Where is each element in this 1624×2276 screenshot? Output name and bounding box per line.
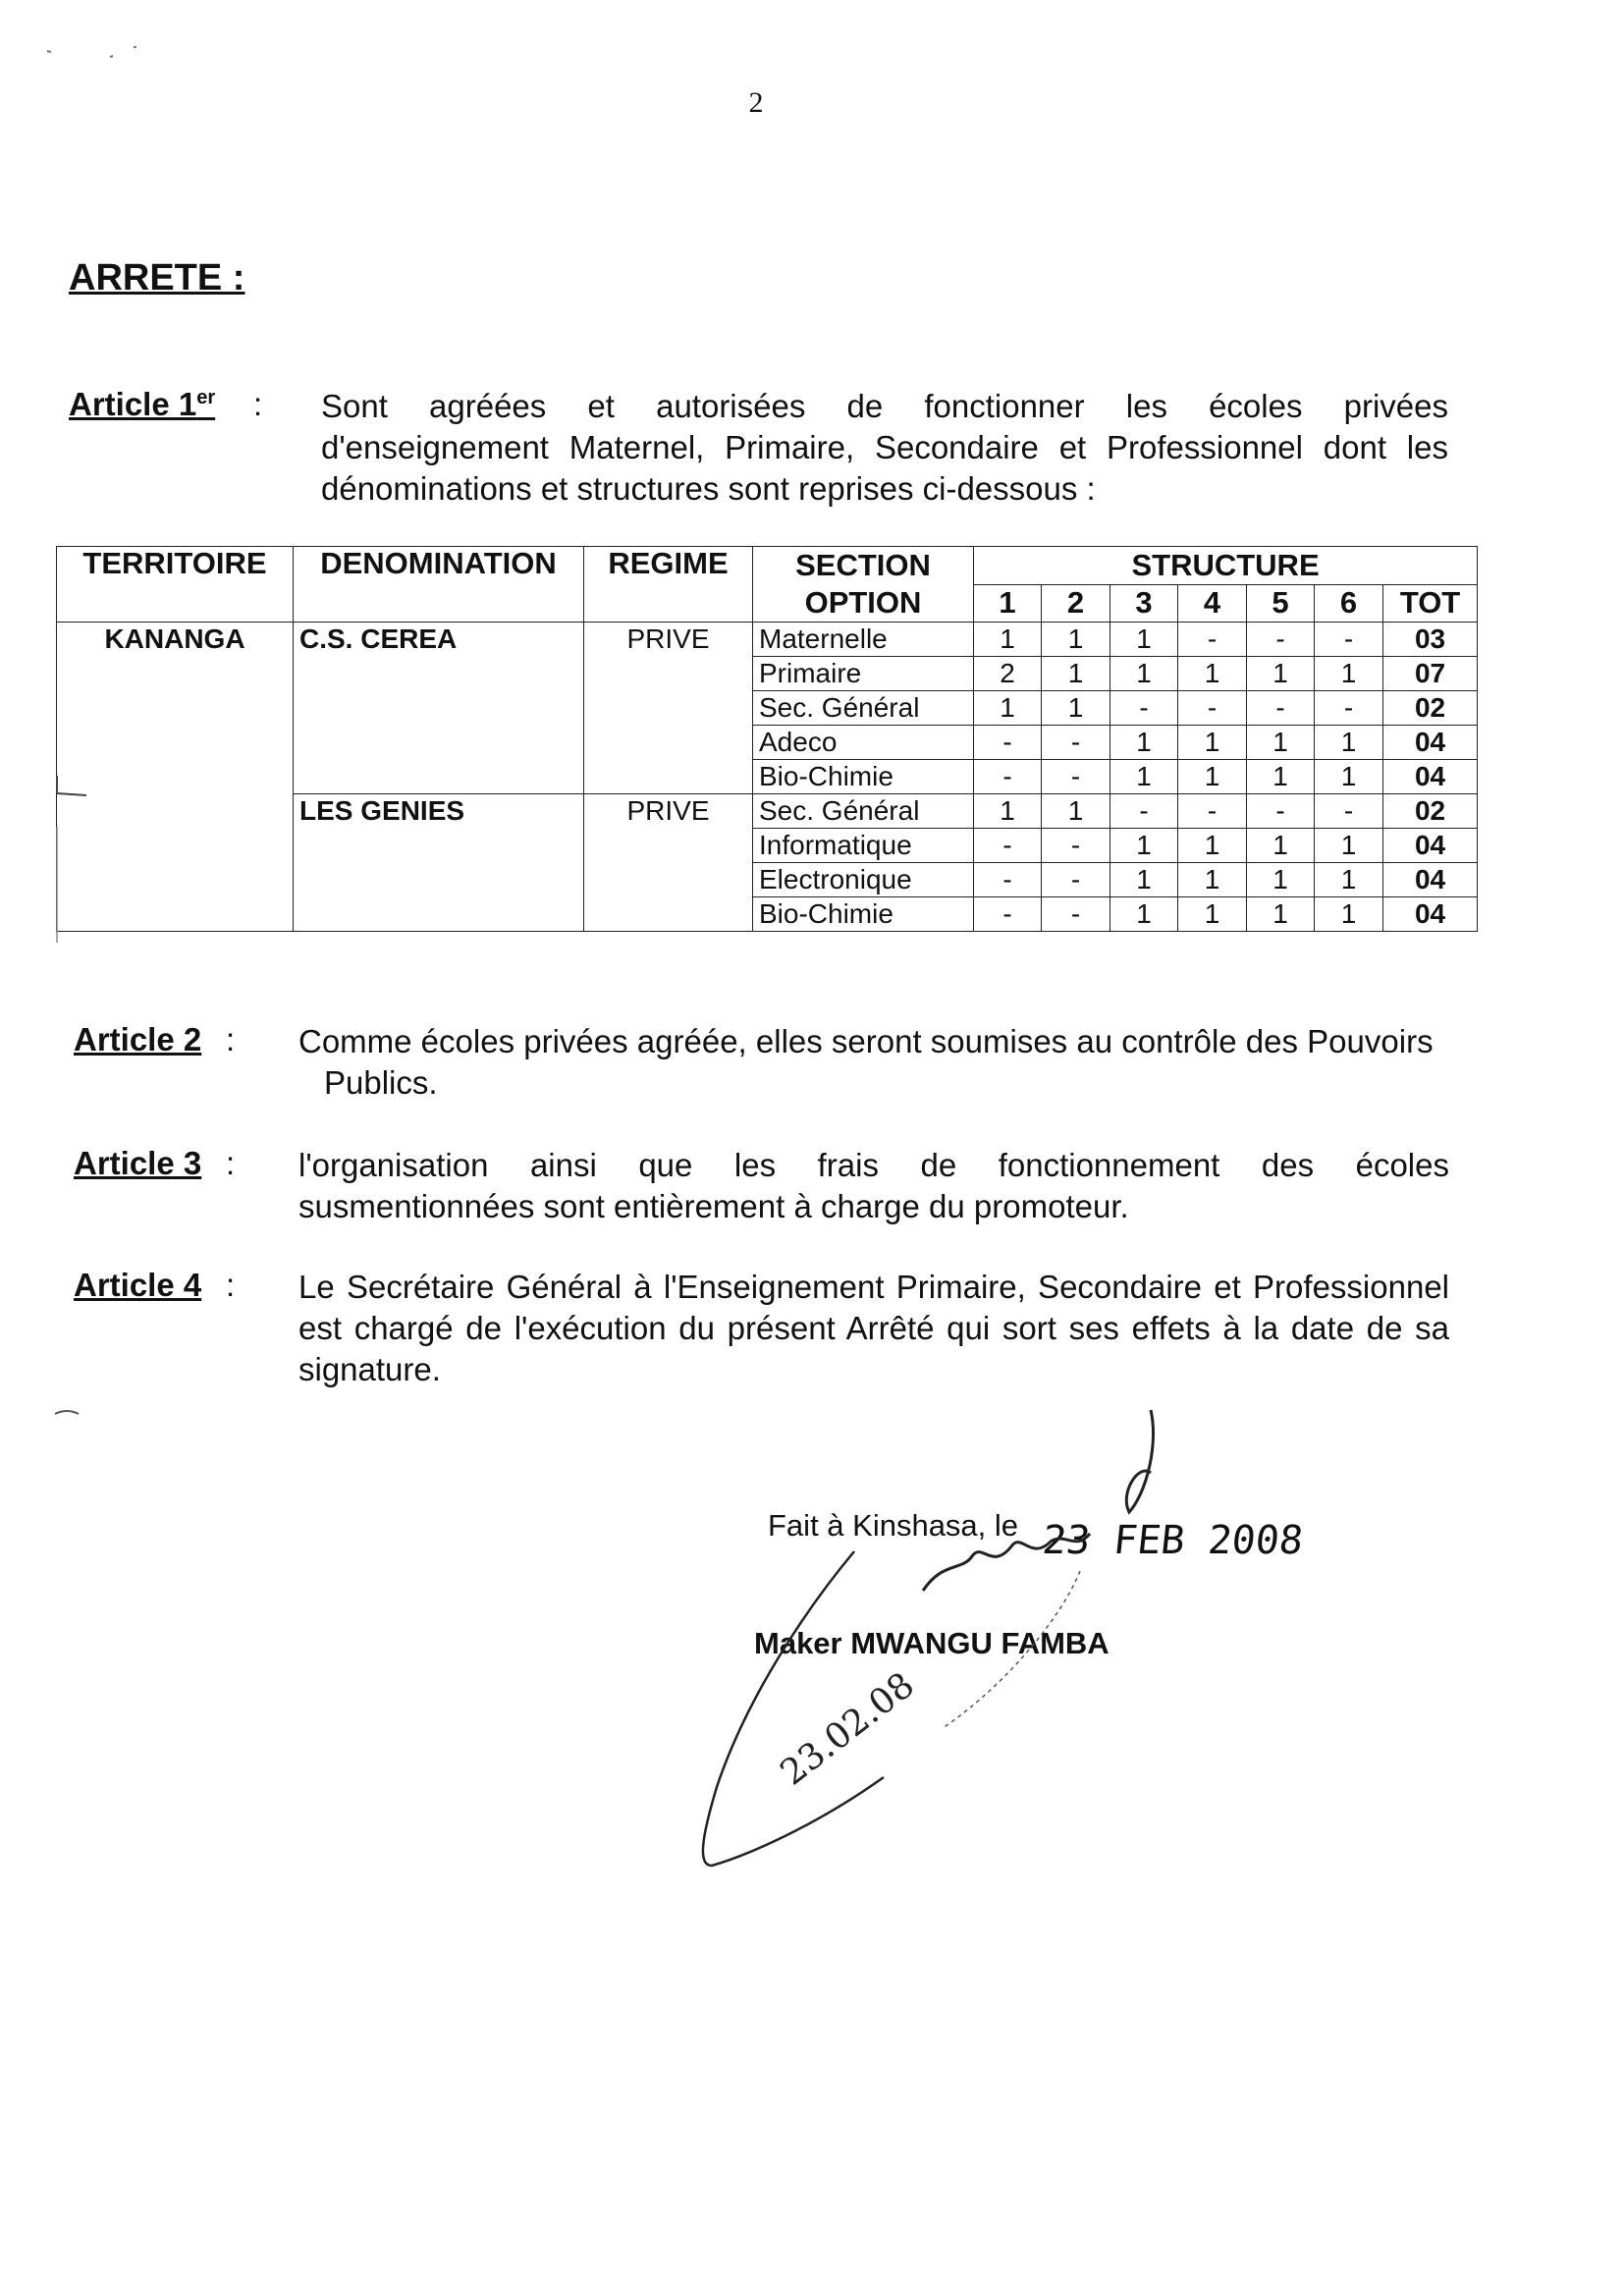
header-col-total: TOT	[1383, 584, 1478, 623]
regime-cell: PRIVE	[584, 623, 753, 794]
total-cell: 04	[1383, 897, 1478, 932]
value-cell: 1	[1178, 829, 1247, 863]
header-section-option: SECTION OPTION	[753, 547, 974, 623]
value-cell: 1	[1247, 760, 1315, 794]
article-2-line: Comme écoles privées agréée, elles seront soumises au contrôle des Pouvoirs	[298, 1023, 1434, 1059]
value-cell: -	[974, 726, 1042, 760]
handwritten-date: 23.02.08	[773, 1664, 922, 1794]
header-col: 3	[1110, 584, 1178, 623]
value-cell: 1	[1042, 657, 1110, 691]
value-cell: -	[1110, 794, 1178, 829]
value-cell: 1	[1110, 760, 1178, 794]
school-name-cell: C.S. CEREA	[294, 623, 584, 794]
value-cell: -	[1178, 623, 1247, 657]
total-cell: 04	[1383, 829, 1478, 863]
section-cell: Bio-Chimie	[753, 760, 974, 794]
article-3-label: Article 3	[74, 1145, 202, 1181]
header-denomination: DENOMINATION	[294, 547, 584, 623]
header-col: 6	[1315, 584, 1383, 623]
value-cell: -	[974, 863, 1042, 897]
header-col: 1	[974, 584, 1042, 623]
value-cell: -	[1042, 726, 1110, 760]
value-cell: 1	[974, 794, 1042, 829]
value-cell: 1	[1315, 760, 1383, 794]
place-text: Fait à Kinshasa, le	[768, 1508, 1019, 1543]
value-cell: 1	[1315, 863, 1383, 897]
section-cell: Primaire	[753, 657, 974, 691]
total-cell: 04	[1383, 863, 1478, 897]
value-cell: 1	[1110, 623, 1178, 657]
value-cell: 1	[1247, 726, 1315, 760]
total-cell: 02	[1383, 691, 1478, 726]
value-cell: -	[1110, 691, 1178, 726]
header-regime: REGIME	[584, 547, 753, 623]
section-cell: Adeco	[753, 726, 974, 760]
section-cell: Electronique	[753, 863, 974, 897]
article-4-line: signature.	[298, 1351, 441, 1387]
article-1-line: dénominations et structures sont reprises ci-dessous :	[321, 470, 1096, 507]
signatory-name: Maker MWANGU FAMBA	[754, 1626, 1110, 1660]
header-territoire: TERRITOIRE	[57, 547, 294, 623]
total-cell: 03	[1383, 623, 1478, 657]
article-2-separator: :	[226, 1021, 236, 1057]
header-col: 5	[1247, 584, 1315, 623]
value-cell: 1	[1315, 726, 1383, 760]
date-stamp: 23 FEB 2008	[1040, 1518, 1306, 1563]
article-1-label: Article 1er	[69, 386, 216, 422]
value-cell: -	[974, 760, 1042, 794]
value-cell: 1	[1042, 794, 1110, 829]
section-cell: Informatique	[753, 829, 974, 863]
page-number: 2	[748, 86, 764, 119]
value-cell: -	[1178, 794, 1247, 829]
school-name-cell: LES GENIES	[294, 794, 584, 932]
value-cell: 1	[1042, 623, 1110, 657]
section-cell: Sec. Général	[753, 794, 974, 829]
article-3-separator: :	[226, 1145, 236, 1181]
total-cell: 04	[1383, 726, 1478, 760]
decree-heading: ARRETE :	[69, 257, 245, 298]
section-cell: Maternelle	[753, 623, 974, 657]
value-cell: -	[1042, 863, 1110, 897]
value-cell: 1	[974, 623, 1042, 657]
value-cell: -	[1315, 794, 1383, 829]
value-cell: 2	[974, 657, 1042, 691]
total-cell: 04	[1383, 760, 1478, 794]
value-cell: -	[1315, 691, 1383, 726]
value-cell: 1	[1110, 897, 1178, 932]
value-cell: 1	[1247, 897, 1315, 932]
value-cell: 1	[974, 691, 1042, 726]
value-cell: -	[1042, 829, 1110, 863]
article-1-line: d'enseignement Maternel, Primaire, Secondaire et Professionnel dont les	[321, 429, 1448, 465]
total-cell: 02	[1383, 794, 1478, 829]
article-1-line: Sont agréées et autorisées de fonctionner les écoles privées	[321, 388, 1448, 424]
value-cell: -	[1247, 691, 1315, 726]
regime-cell: PRIVE	[584, 794, 753, 932]
value-cell: 1	[1247, 657, 1315, 691]
total-cell: 07	[1383, 657, 1478, 691]
header-col: 2	[1042, 584, 1110, 623]
article-2-label: Article 2	[74, 1021, 202, 1057]
value-cell: 1	[1315, 657, 1383, 691]
territoire-cell: KANANGA	[57, 623, 294, 932]
value-cell: -	[1178, 691, 1247, 726]
value-cell: -	[974, 829, 1042, 863]
value-cell: -	[1315, 623, 1383, 657]
article-4-label: Article 4	[74, 1267, 202, 1303]
value-cell: -	[1247, 794, 1315, 829]
article-3-line: l'organisation ainsi que les frais de fonctionnement des écoles	[298, 1147, 1449, 1183]
value-cell: 1	[1247, 863, 1315, 897]
section-cell: Bio-Chimie	[753, 897, 974, 932]
value-cell: -	[1042, 897, 1110, 932]
value-cell: -	[1042, 760, 1110, 794]
value-cell: 1	[1178, 657, 1247, 691]
value-cell: 1	[1110, 726, 1178, 760]
value-cell: -	[974, 897, 1042, 932]
value-cell: 1	[1110, 657, 1178, 691]
value-cell: 1	[1042, 691, 1110, 726]
article-4-line: Le Secrétaire Général à l'Enseignement Primaire, Secondaire et Professionnel	[298, 1269, 1449, 1305]
value-cell: 1	[1110, 863, 1178, 897]
value-cell: 1	[1178, 897, 1247, 932]
value-cell: 1	[1178, 863, 1247, 897]
article-2-line: Publics.	[324, 1064, 438, 1101]
article-3-line: susmentionnées sont entièrement à charge du promoteur.	[298, 1188, 1129, 1224]
header-col: 4	[1178, 584, 1247, 623]
value-cell: 1	[1315, 829, 1383, 863]
article-4-line: est chargé de l'exécution du présent Arrêté qui sort ses effets à la date de sa	[298, 1310, 1449, 1346]
article-1-separator: :	[253, 386, 263, 422]
value-cell: 1	[1110, 829, 1178, 863]
value-cell: 1	[1247, 829, 1315, 863]
article-4-separator: :	[226, 1267, 236, 1303]
value-cell: 1	[1315, 897, 1383, 932]
value-cell: 1	[1178, 726, 1247, 760]
value-cell: 1	[1178, 760, 1247, 794]
header-structure: STRUCTURE	[974, 547, 1478, 585]
value-cell: -	[1247, 623, 1315, 657]
section-cell: Sec. Général	[753, 691, 974, 726]
